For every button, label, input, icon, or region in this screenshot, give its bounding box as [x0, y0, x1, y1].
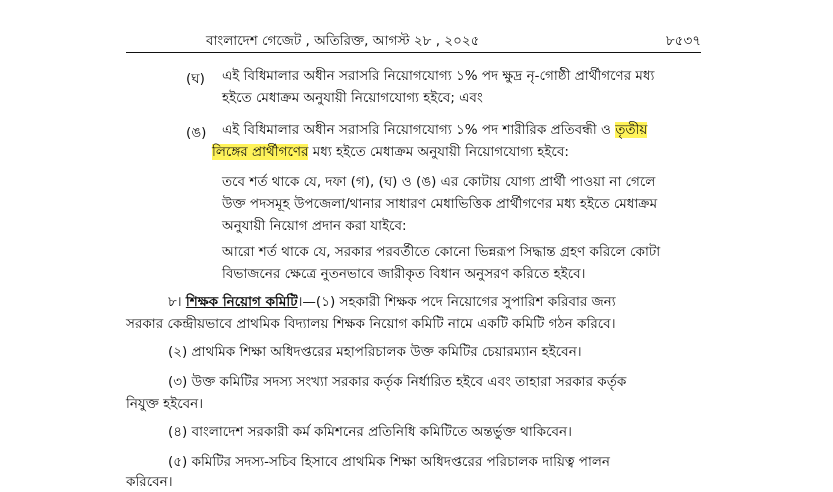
clause-umo-line-2	[212, 142, 569, 162]
proviso-2-line-2: বিভাজনের ক্ষেত্রে নুতনভাবে জারীকৃত বিধান অনুসরণ করিতে হইবে।	[222, 266, 586, 282]
section-8-line-1	[168, 292, 616, 312]
clause-3-line-2: নিযুক্ত হইবেন।	[126, 396, 204, 412]
page-header	[126, 24, 701, 48]
proviso-2-line-1: আরো শর্ত থাকে যে, সরকার পরবর্তীতে কোনো ভিন্নরূপ সিদ্ধান্ত গ্রহণ করিলে কোটা	[222, 244, 661, 260]
clause-umo-text-2: মধ্য হইতে মেধাক্রম অনুযায়ী নিয়োগযোগ্য হইবে:	[308, 144, 569, 160]
clause-5-line-2: করিবেন।	[126, 474, 173, 490]
clause-umo-line-1	[222, 120, 647, 140]
section-number: ৮।	[168, 294, 182, 310]
clause-umo-text-1: এই বিধিমালার অধীন সরাসরি নিয়োগযোগ্য ১% পদ শারীরিক প্রতিবন্ধী ও	[222, 122, 616, 138]
gazette-title: বাংলাদেশ গেজেট , অতিরিক্ত, আগস্ট ২৮ , ২০২৫	[206, 33, 480, 49]
clause-4: (৪) বাংলাদেশ সরকারী কর্ম কমিশনের প্রতিনিধি কমিটিতে অন্তর্ভুক্ত থাকিবেন।	[168, 424, 572, 440]
highlighted-text: লিঙ্গের প্রার্থীগণের	[212, 144, 309, 160]
clause-2: (২) প্রাথমিক শিক্ষা অধিদপ্তরের মহাপরিচালক উক্ত কমিটির চেয়ারম্যান হইবেন।	[168, 344, 582, 360]
clause-gha-line-1: এই বিধিমালার অধীন সরাসরি নিয়োগযোগ্য ১% পদ ক্ষুদ্র নৃ-গোষ্ঠী প্রার্থীগণের মধ্য	[222, 68, 655, 84]
section-8-text-1: ।—(১) সহকারী শিক্ষক পদে নিয়োগের সুপারিশ করিবার জন্য	[297, 294, 616, 310]
proviso-1-line-2: উক্ত পদসমূহ উপজেলা/থানার সাধারণ মেধাভিত্তিক প্রার্থীগণের মধ্য হইতে মেধাক্রম	[222, 196, 658, 212]
page-number: ৮৫৩৭	[665, 33, 701, 49]
section-8-line-2: সরকার কেন্দ্রীয়ভাবে প্রাথমিক বিদ্যালয় শিক্ষক নিয়োগ কমিটি নামে একটি কমিটি গঠন করিবে।	[126, 316, 616, 332]
clause-5-line-1: (৫) কমিটির সদস্য-সচিব হিসাবে প্রাথমিক শিক্ষা অধিদপ্তরের পরিচালক দায়িত্ব পালন	[168, 454, 610, 470]
highlighted-text: তৃতীয়	[615, 122, 648, 138]
proviso-1-line-3: অনুযায়ী নিয়োগ প্রদান করা যাইবে:	[222, 218, 407, 234]
clause-3-line-1: (৩) উক্ত কমিটির সদস্য সংখ্যা সরকার কর্তৃক নির্ধারিত হইবে এবং তাহারা সরকার কর্তৃক	[168, 374, 627, 390]
proviso-1-line-1: তবে শর্ত থাকে যে, দফা (গ), (ঘ) ও (ঙ) এর কোটায় যোগ্য প্রার্থী পাওয়া না গেলে	[222, 174, 656, 190]
section-heading: শিক্ষক নিয়োগ কমিটি	[185, 294, 298, 310]
header-rule	[126, 52, 701, 53]
clause-label-gha: (ঘ)	[186, 71, 205, 87]
clause-label-umo: (ঙ)	[186, 125, 207, 141]
clause-gha-line-2: হইতে মেধাক্রম অনুযায়ী নিয়োগযোগ্য হইবে; এবং	[222, 90, 483, 106]
